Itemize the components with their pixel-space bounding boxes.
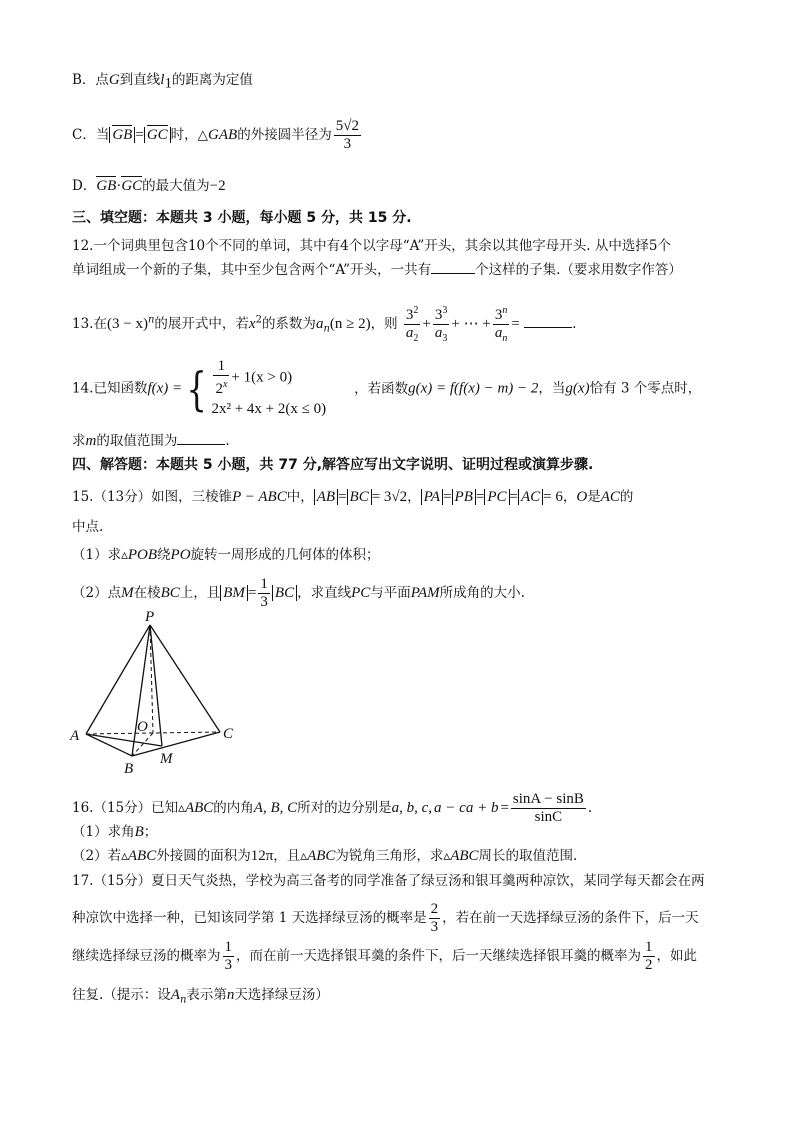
denominator: a (434, 325, 443, 341)
math-op: = (247, 585, 257, 601)
text: . (572, 316, 577, 332)
text: 为锐角三角形，求 (335, 848, 444, 864)
fraction (404, 302, 421, 347)
denominator: 3 (224, 957, 232, 973)
q16-part1 (72, 822, 157, 842)
text: ； (143, 824, 158, 840)
math-exp: 3 (442, 305, 448, 316)
vector-gc: GC (146, 127, 168, 143)
text: . (225, 433, 230, 449)
denominator: 3 (430, 919, 439, 935)
math-var: PAM (410, 585, 440, 601)
math-expr: a, b, c, (391, 800, 433, 816)
numerator: 1 (217, 358, 226, 374)
math-op: + ⋯ + (451, 316, 491, 332)
math-sub: 2 (413, 333, 419, 344)
text: 的最大值为 (142, 178, 210, 194)
text: ，且 (273, 848, 301, 864)
math-var: BC (160, 585, 180, 601)
math-var: ABC (127, 848, 157, 864)
math-value: 12π (250, 848, 274, 864)
label-a: A (70, 728, 80, 744)
numerator: 3 (494, 307, 503, 323)
vector-gb: GB (112, 127, 133, 143)
math-expr: = 3√2 (371, 489, 408, 505)
math-var: PA (423, 489, 441, 505)
denominator: a (405, 325, 414, 341)
denominator: 3 (260, 594, 268, 610)
math-exp: 2 (413, 305, 419, 316)
label-c: C (223, 726, 234, 742)
text: 往复.（提示：设 (72, 987, 171, 1003)
option-label: B． (72, 72, 96, 88)
math-var: A (170, 987, 180, 1003)
text: ， (407, 489, 421, 505)
numerator: 2 (430, 901, 439, 917)
q15-line1 (72, 487, 633, 507)
math-op: = (338, 489, 347, 505)
math-var: AC (520, 489, 541, 505)
text: ， (562, 489, 577, 505)
math-var: BC (349, 489, 369, 505)
triangle-symbol: ▵ (121, 848, 128, 864)
math-var: PC (487, 489, 507, 505)
math-expr: = 6 (543, 489, 563, 505)
denominator: sinC (511, 808, 586, 826)
math-var: ABC (184, 800, 214, 816)
text: 旋转一周形成的几何体的体积； (190, 547, 380, 563)
q15-part2 (72, 576, 525, 611)
text: 是 (587, 489, 601, 505)
math-sub: n (179, 994, 187, 1006)
answer-blank (177, 430, 225, 445)
numerator: 5√2 (335, 118, 359, 134)
edge-pc (150, 625, 220, 732)
brace: { (186, 362, 208, 416)
math-exp: x (222, 379, 228, 390)
label-p: P (145, 610, 155, 625)
label-m: M (160, 751, 173, 767)
text: 个这样的子集.（要求用数字作答） (475, 262, 682, 278)
text: 15.（13分）如图，三棱锥 (72, 489, 233, 505)
math-var: n (226, 987, 235, 1003)
math-exp: n (147, 314, 155, 326)
fraction (511, 791, 586, 826)
math-sub: 1 (164, 75, 172, 92)
fraction (493, 302, 510, 347)
text: . (587, 800, 593, 816)
math-var: PO (170, 547, 191, 563)
vector-gc: GC (121, 178, 143, 194)
q14-line2 (72, 430, 230, 451)
math-var: POB (127, 547, 158, 563)
text: 中， (286, 489, 314, 505)
numerator: 1 (224, 939, 232, 955)
text: （1）求角 (72, 824, 135, 840)
text: 外接圆的面积为 (156, 848, 251, 864)
text: ，如此 (656, 948, 697, 964)
label-o: O (137, 719, 148, 735)
denominator: 3 (334, 135, 361, 153)
section-3-heading: 三、填空题：本题共 3 小题，每小题 5 分，共 15 分. (72, 210, 412, 226)
math-var: AB (316, 489, 336, 505)
math-expr: (n ≥ 2) (329, 316, 371, 332)
math-op: = (500, 800, 509, 816)
text: 上，且 (179, 585, 221, 601)
numerator: 1 (645, 939, 653, 955)
math-exp: 2 (255, 314, 262, 326)
math-var: GAB (208, 127, 238, 143)
math-var: B (134, 824, 144, 840)
math-var: PC (351, 585, 371, 601)
math-expr: g(x) = f(f(x) − m) − 2 (408, 380, 539, 397)
numerator: 3 (405, 307, 414, 323)
text: 的展开式中，若 (154, 316, 249, 332)
section-4-heading: 四、解答题：本题共 5 小题，共 77 分,解答应写出文字说明、证明过程或演算步骤. (72, 457, 594, 473)
q11-option-d (72, 176, 226, 196)
math-expr: P − ABC (232, 489, 287, 505)
denominator: 2 (215, 381, 223, 397)
math-var: AC (600, 489, 620, 505)
text: ，当 (538, 380, 566, 397)
math-var: a (315, 316, 324, 332)
math-op: = (135, 127, 144, 143)
answer-blank (524, 313, 572, 328)
text: 所成角的大小. (439, 585, 525, 601)
q16-part2 (72, 846, 577, 866)
text: 在棱 (133, 585, 161, 601)
denominator: a + b (465, 800, 499, 816)
numerator: a − c (434, 800, 466, 816)
q12-line1: 12.一个词典里包含10个不同的单词，其中有4个以字母“A”开头，其余以其他字母开头. 从中选择5个 (72, 238, 671, 254)
text: 的取值范围为 (96, 433, 178, 449)
q14-line1 (72, 358, 701, 420)
option-label: C． (72, 127, 96, 143)
denominator: a (494, 325, 503, 341)
text: 绕 (157, 547, 171, 563)
option-label: D． (72, 178, 97, 194)
q11-option-c (72, 118, 363, 153)
math-var: ABC (450, 848, 479, 864)
piecewise-cases (211, 358, 326, 420)
fraction (429, 901, 441, 936)
fraction (258, 576, 270, 611)
math-var: O (576, 489, 588, 505)
text: 的距离为定值 (171, 72, 253, 88)
text: 13.在 (72, 316, 107, 332)
text: 表示第 (186, 987, 227, 1003)
math-expr: g(x) (565, 380, 590, 397)
text: ，则 (370, 316, 398, 332)
text: （1）求 (72, 547, 122, 563)
math-op: + (422, 316, 431, 332)
q17-line3 (72, 936, 697, 976)
math-var: PB (454, 489, 473, 505)
text: 单词组成一个新的子集，其中至少包含两个“A”开头，一共有 (72, 262, 432, 278)
math-exp: n (502, 305, 508, 316)
math-sub: 3 (442, 333, 448, 344)
edge-pa (86, 625, 150, 734)
numerator: sinA − sinB (512, 791, 584, 807)
fraction (433, 302, 450, 347)
edge-pm (150, 625, 162, 746)
math-op: · (116, 178, 122, 194)
label-b: B (124, 761, 134, 777)
case-2: 2x² + 4x + 2(x ≤ 0) (211, 401, 327, 417)
q15-line2: 中点. (72, 519, 104, 535)
text: （2）点 (72, 585, 122, 601)
q15-part1 (72, 545, 380, 565)
q17-line2 (72, 898, 699, 938)
text: ，若函数 (354, 380, 409, 397)
fraction (334, 118, 361, 153)
math-expr: A, B, C (253, 800, 298, 816)
text: ，而在前一天选择银耳羹的条件下，后一天继续选择银耳羹的概率为 (236, 948, 641, 964)
math-var: m (85, 433, 97, 449)
q17-line4 (72, 985, 329, 1011)
math-expr: (3 − x) (106, 316, 148, 332)
fraction (643, 939, 655, 974)
text: 恰有 3 个零点时， (589, 380, 702, 397)
triangle-symbol: ▵ (121, 547, 128, 563)
fraction (223, 939, 235, 974)
case-1: + 1(x > 0) (231, 369, 293, 386)
numerator: 3 (434, 307, 443, 323)
text: 求 (72, 433, 86, 449)
text: 与平面 (370, 585, 411, 601)
q11-option-b (72, 70, 253, 94)
math-var: G (108, 72, 120, 88)
vector-gb: GB (96, 178, 117, 194)
text: 继续选择绿豆汤的概率为 (72, 948, 221, 964)
text: ，若在前一天选择绿豆汤的条件下，后一天 (442, 910, 699, 926)
text: ，求直线 (297, 585, 352, 601)
text: 14.已知函数 (72, 380, 148, 397)
math-op: = (475, 489, 485, 505)
triangle-symbol: ▵ (178, 800, 185, 816)
math-op: = (509, 489, 518, 505)
text: 点 (95, 72, 109, 88)
math-var: BC (274, 585, 295, 601)
answer-blank (431, 259, 475, 274)
math-var: ABC (307, 848, 336, 864)
fraction (434, 800, 498, 817)
denominator: 2 (645, 957, 653, 973)
text: 的内角 (213, 800, 254, 816)
text: （2）若 (72, 848, 122, 864)
text: 的外接圆半径为 (237, 127, 332, 143)
math-var: l (160, 72, 165, 88)
pyramid-figure (64, 610, 244, 780)
math-expr: f(x) = (147, 380, 183, 397)
text: 所对的边分别是 (297, 800, 392, 816)
text: 16.（15分）已知 (72, 800, 179, 816)
math-sub: n (323, 323, 330, 335)
text: 时， (170, 127, 198, 143)
math-value: −2 (209, 178, 226, 194)
q17-line1: 17.（15分）夏日天气炎热，学校为高三备考的同学准备了绿豆汤和银耳羹两种凉饮，某同学每天都会在两 (72, 873, 705, 889)
text: 种凉饮中选择一种，已知该同学第 1 天选择绿豆汤的概率是 (72, 910, 427, 926)
math-var: x (248, 316, 256, 332)
text: 天选择绿豆汤） (234, 987, 329, 1003)
math-sub: n (502, 333, 508, 344)
math-op: = (511, 316, 520, 332)
text: 周长的取值范围. (478, 848, 578, 864)
fraction (213, 358, 229, 398)
q13 (72, 302, 576, 347)
math-var: M (121, 585, 134, 601)
edge-pb (132, 625, 150, 756)
triangle-symbol: ▵ (443, 848, 451, 864)
text: 到直线 (119, 72, 161, 88)
text: 的系数为 (261, 316, 316, 332)
text: 的 (619, 489, 634, 505)
triangle-symbol: ▵ (300, 848, 308, 864)
q12-line2 (72, 259, 682, 280)
math-op: = (443, 489, 452, 505)
triangle-symbol: △ (197, 127, 209, 143)
numerator: 1 (260, 576, 268, 592)
math-var: BM (223, 585, 245, 601)
text: 当 (95, 127, 110, 143)
